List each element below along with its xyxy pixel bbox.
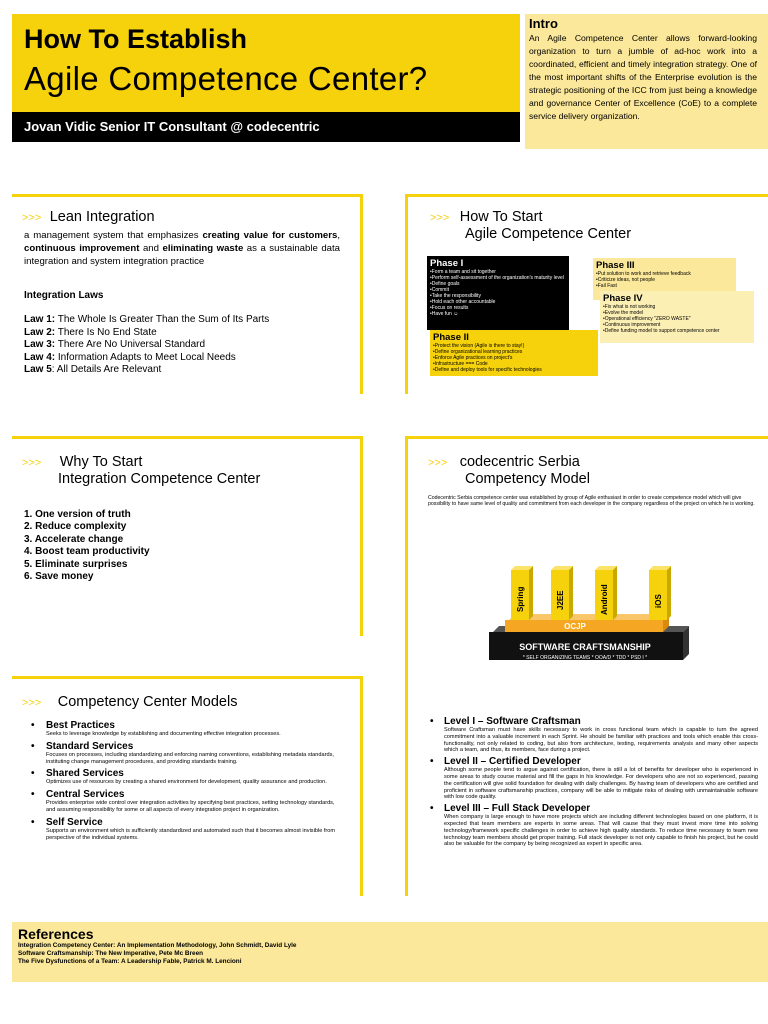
pillar-j2ee [551, 566, 573, 620]
phase-item: •Form a team and sit together [430, 269, 496, 275]
cc-heading [428, 453, 580, 471]
phase-title: Phase II [433, 332, 469, 343]
intro-title: Intro [529, 16, 558, 31]
phase-2-box [430, 330, 598, 376]
reference-item: Integration Competency Center: An Implementation Methodology, John Schmidt, David Lyle [18, 942, 297, 949]
law-number: Law 5 [24, 364, 52, 376]
cc-title-2: Competency Model [465, 471, 590, 487]
phase-item: •Focus on results [430, 305, 469, 311]
law-text: There Is No End State [55, 326, 157, 338]
law-number: Law 4: [24, 351, 56, 363]
author-text: Jovan Vidic Senior IT Consultant @ codecentric [24, 119, 320, 134]
law-text: : All Details Are Relevant [51, 364, 162, 376]
phase-item: •Define organizational learning practices [433, 349, 523, 355]
law-item [24, 339, 269, 352]
frame-lean-top [12, 194, 363, 197]
phase-item: •Infrastructure === Code [433, 361, 488, 367]
level-title: • Level II – Certified Developer [444, 756, 758, 767]
frame-models-top [12, 676, 363, 679]
lean-def-emphasis: continuous improvement [24, 243, 140, 254]
level-desc: Software Craftsman must have skills necessary to work in cross functional team which is capable to turn the agreed commitment into a valuable increment in each Sprint. He should be familiar with practices and tools which enable this cross-functionality, not only related to coding, but also from architecture, testing, requirements analysis and many other aspects which a team, and thus, its members, face during a project. [444, 727, 758, 754]
pillar-spring [511, 566, 533, 620]
model-title: • Shared Services [46, 768, 338, 779]
title-line-2: Agile Competence Center? [24, 60, 428, 97]
competency-model-graphic [485, 560, 695, 670]
lean-def-text: and [139, 243, 163, 254]
phase-title: Phase III [596, 260, 635, 271]
ocjp-label: OCJP [564, 622, 586, 631]
phase-item: •Continuous improvement [603, 322, 661, 328]
laws-list [24, 314, 269, 377]
law-number: Law 3: [24, 339, 56, 351]
why-item: 4. Boost team productivity [24, 546, 150, 558]
model-desc: Supports an environment which is sufficiently standardized and automated such that it becomes almost invisible from perspective of the individual systems. [46, 827, 336, 841]
law-number: Law 1: [24, 314, 56, 325]
phase-item: •Define and deploy tools for specific technologies [433, 367, 542, 373]
lean-heading [22, 208, 155, 226]
why-item: 2. Reduce complexity [24, 521, 127, 533]
phase-1-box [427, 256, 569, 330]
model-title: • Central Services [46, 789, 338, 800]
model-title: • Best Practices [46, 720, 338, 731]
why-item: 5. Eliminate surprises [24, 558, 128, 570]
pillar-android [595, 566, 617, 620]
level-title: • Level III – Full Stack Developer [444, 803, 758, 814]
models-title: Competency Center Models [57, 694, 238, 710]
phase-item: •Hold each other accountable [430, 299, 496, 305]
phase-item: •Take the responsibility [430, 293, 481, 299]
section-arrows: >>> [430, 212, 450, 224]
phase-item: •Fail Fast [596, 283, 617, 289]
model-title: • Standard Services [46, 741, 338, 752]
base-label: SOFTWARE CRAFTSMANSHIP [519, 642, 651, 652]
section-arrows: >>> [22, 212, 42, 224]
law-item [24, 364, 269, 377]
lean-def-emphasis: creating value for customers [202, 230, 338, 241]
howto-title-1: How To Start [459, 209, 543, 225]
references-title: References [18, 926, 94, 942]
law-item [24, 352, 269, 365]
frame-cc-side [405, 436, 408, 676]
models-list [28, 720, 338, 844]
lean-def-text: , [337, 230, 340, 241]
laws-heading: Integration Laws [24, 290, 104, 301]
models-heading [22, 693, 237, 711]
base-side-face [683, 626, 689, 660]
phase-4-box [600, 291, 754, 343]
pillar-ios [649, 566, 671, 620]
intro-text: An Agile Competence Center allows forward-looking organization to turn a jumble of ad-hoc work into a coordinated, efficient and timely integration strategy. One of the most important shifts of the Enterprise evolution is the strategic positioning of the ICC from just being a knowledge and governance Center of Excellence (CoE) to a complete service delivery organization. [529, 33, 757, 121]
frame-lean-side [360, 194, 363, 394]
why-title-2: Integration Competence Center [58, 471, 261, 487]
phase-item: •Have fun ☺ [430, 311, 459, 317]
phase-item: •Protect the vision (Agile is there to stay!) [433, 343, 525, 349]
phase-item: •Define goals [430, 281, 460, 287]
frame-models-side [360, 676, 363, 896]
law-item [24, 314, 269, 327]
cc-description: Codecentric Serbia competence center was established by group of Agile enthusiast in order to create competence model which will give possibility to have same level of quality and commitment from each developer in the company regardless of the project on which he is working. [428, 495, 755, 508]
levels-list [428, 716, 758, 850]
why-title-1: Why To Start [59, 454, 143, 470]
level-desc: When company is large enough to have more projects which are including different technologies based on one platform, it is expected that team members are experts in some areas. That will cause that they must invest more time into solving technology/framework specific challenges in order to achieve high quality standards. To reduce time necessary to team new technology team members should get proper training. Full stack developer is not only capable to finish his project, but he could also be valuable for the company by being recognized as expert in specific area. [444, 814, 758, 848]
why-list [24, 509, 150, 583]
phase-item: •Fix what is not working [603, 304, 656, 310]
law-text: Information Adapts to Meet Local Needs [55, 351, 236, 363]
reference-item: The Five Dysfunctions of a Team: A Leadership Fable, Patrick M. Lencioni [18, 958, 242, 965]
model-title: • Self Service [46, 817, 338, 828]
frame-howto-side [405, 194, 408, 394]
phase-title: Phase IV [603, 293, 643, 304]
phase-item: •Evolve the model [603, 310, 644, 316]
title-line-1: How To Establish [24, 24, 248, 54]
pillar-label: Android [600, 584, 609, 615]
howto-heading [430, 208, 542, 226]
frame-levels-side [405, 676, 408, 896]
references-list [18, 942, 297, 966]
law-item [24, 327, 269, 340]
pillar-label: J2EE [556, 590, 565, 610]
model-desc: Optimizes use of resources by creating a shared environment for development, quality assurance and production. [46, 779, 327, 786]
model-desc: Provides enterprise wide control over integration activities by specifying best practices, setting technology standards, and assuming responsibility for some or all aspects of every integration project in organization. [46, 800, 335, 813]
section-arrows: >>> [428, 457, 448, 469]
lean-def-text: a management system that emphasizes [24, 230, 203, 241]
section-arrows: >>> [22, 697, 42, 709]
lean-title: Lean Integration [49, 209, 155, 225]
base-sublabel: * SELF ORGANIZING TEAMS * OOA/D * TDD * PSD I * [522, 655, 648, 661]
phase-item: •Put solution to work and retrieve feedback [596, 271, 691, 277]
level-desc: Although some people tend to argue against certification, there is still a lot of benefits for developer who is experienced in some areas to study course material and fill the gaps in his knowledge. For developers who are not so experienced, passing the certification will give solid foundation for dealing with daily challenges. By having team of developers who are certified and proficient in software craftsmanship practices, company will be able to mitigate risks of dealing with unmaintainable software with low code quality. [444, 767, 758, 801]
pillar-label: iOS [654, 594, 663, 608]
phase-item: •Define funding model to support competence center [603, 328, 720, 334]
frame-cc-top [405, 436, 768, 439]
phase-item: •Perform self-assessment of the organization's maturity level [430, 275, 564, 281]
frame-howto-top [405, 194, 768, 197]
why-item: 1. One version of truth [24, 509, 131, 520]
phase-item: •Commit [430, 287, 449, 293]
law-number: Law 2: [24, 326, 56, 338]
law-text: There Are No Universal Standard [55, 339, 206, 351]
lean-definition [24, 229, 340, 268]
lean-def-emphasis: eliminating waste [162, 243, 244, 254]
model-desc: Focuses on processes, including standardizing and enforcing naming conventions, establishing metadata standards, instituting change management procedures, and providing standards training. [46, 751, 334, 765]
phase-title: Phase I [430, 258, 464, 269]
law-text: The Whole Is Greater Than the Sum of Its Parts [55, 314, 270, 325]
why-item: 3. Accelerate change [24, 533, 124, 545]
phase-item: •Enforce Agile practices on project's [433, 355, 513, 361]
model-desc: Seeks to leverage knowledge by establishing and documenting effective integration processes. [46, 731, 281, 737]
phase-item: •Operational efficiency "ZERO WASTE" [603, 316, 691, 322]
level-title: • Level I – Software Craftsman [444, 716, 758, 727]
why-item: 6. Save money [24, 571, 94, 583]
phase-item: •Criticize ideas, not people [596, 277, 656, 283]
lean-def-text: as a sustainable data integration and system integration practice [24, 243, 341, 267]
howto-title-2: Agile Competence Center [465, 226, 632, 242]
frame-why-top [12, 436, 363, 439]
frame-why-side [360, 436, 363, 636]
cc-title-1: codecentric Serbia [459, 454, 580, 470]
why-heading [22, 453, 142, 471]
pillar-label: Spring [516, 586, 525, 612]
section-arrows: >>> [22, 457, 42, 469]
reference-item: Software Craftsmanship: The New Imperative, Pete Mc Breen [18, 950, 204, 957]
